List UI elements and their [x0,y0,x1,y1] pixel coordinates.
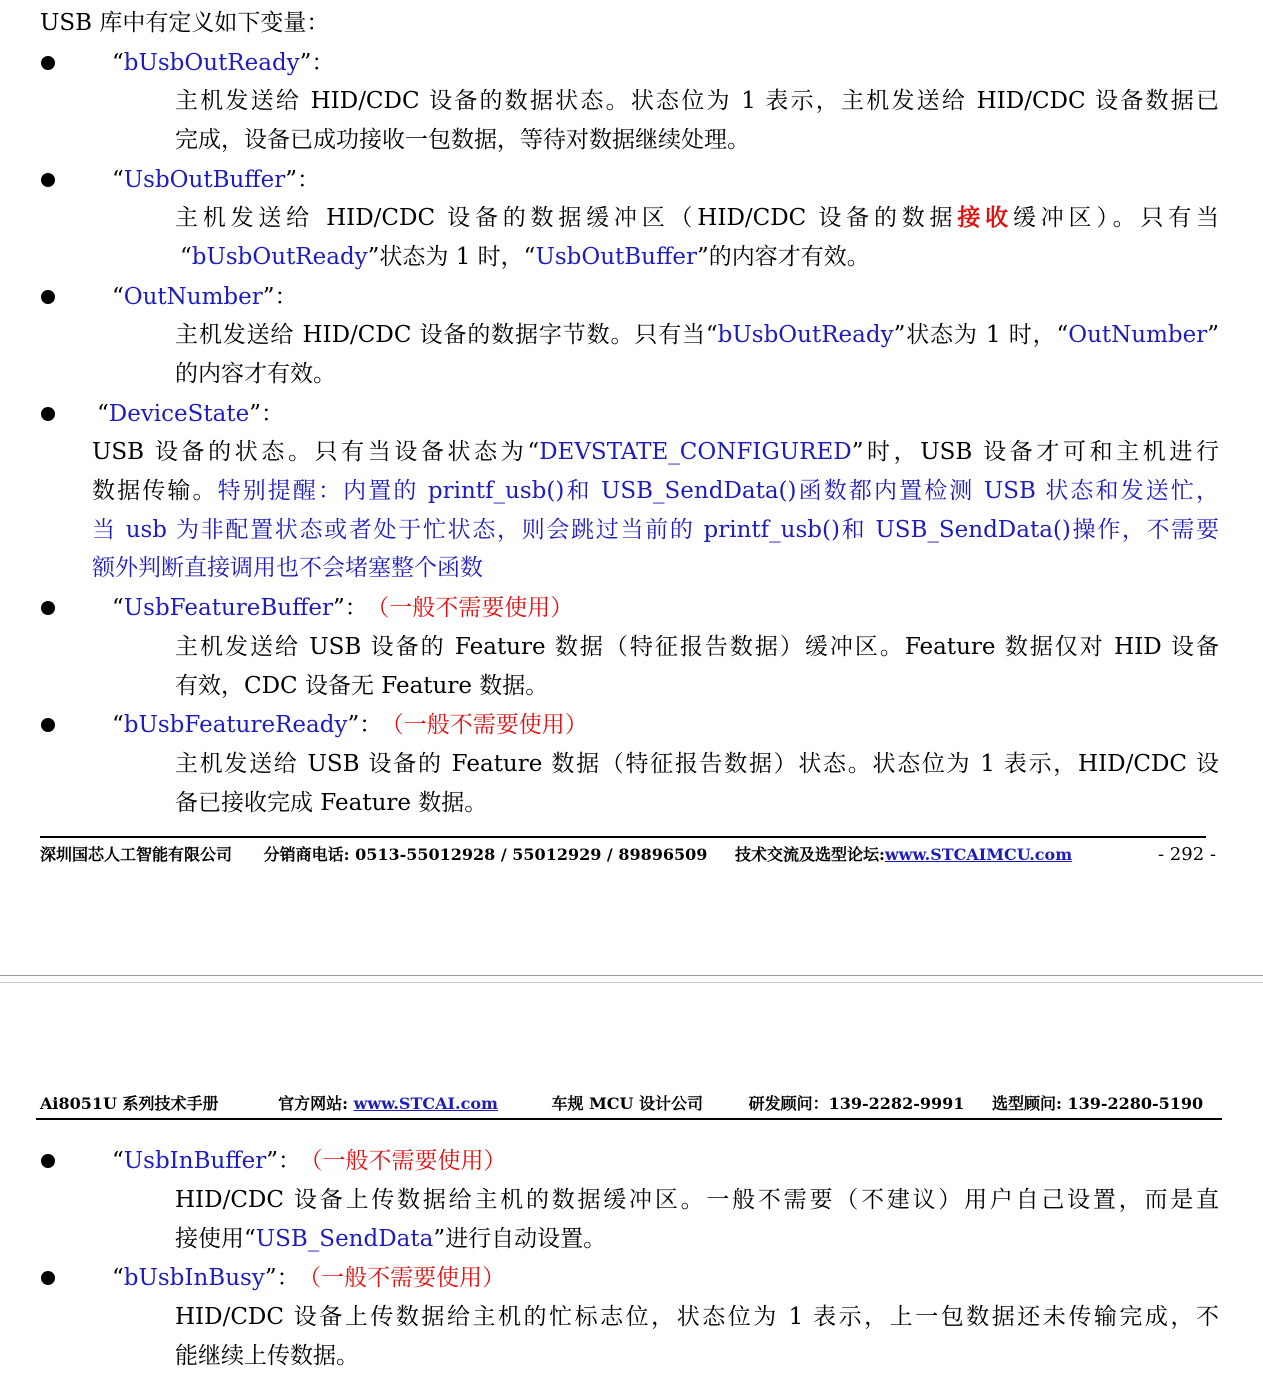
var-desc-line: 数据传输。特别提醒：内置的 printf_usb()和 USB_SendData()函数都内置检测 USB 状态和发送忙， [92,478,1220,504]
intro-text: USB 库中有定义如下变量： [40,10,330,36]
var-desc-line: 主机发送给 HID/CDC 设备的数据状态。状态位为 1 表示，主机发送给 HID/CDC 设备数据已 [175,88,1219,114]
var-desc-line: 主机发送给 HID/CDC 设备的数据缓冲区（HID/CDC 设备的数据接收缓冲区）。只有当 [175,204,1220,231]
header-rule [36,1118,1222,1120]
bullet-icon [41,718,55,732]
header-tagline: 车规 MCU 设计公司 [551,1094,704,1113]
var-name: UsbInBuffer [123,1148,267,1174]
var-name: UsbFeatureBuffer [123,595,334,621]
var-name: bUsbFeatureReady [123,712,348,738]
bullet-icon [41,601,55,615]
bullet-icon [41,56,55,70]
footer-forum-label: 技术交流及选型论坛: [734,845,885,864]
var-desc-line: 完成，设备已成功接收一包数据，等待对数据继续处理。 [175,127,750,153]
var-heading-bUsbFeatureReady: “bUsbFeatureReady”： （一般不需要使用） [112,712,588,738]
header-selection-contact: 选型顾问: 139-2280-5190 [991,1094,1204,1113]
var-desc-line: 的内容才有效。 [175,361,336,387]
var-heading-UsbInBuffer: “UsbInBuffer”： （一般不需要使用） [112,1148,507,1174]
footer-phone: 分销商电话: 0513-55012928 / 55012929 / 89896509 [263,845,708,864]
var-desc-line: 有效，CDC 设备无 Feature 数据。 [175,673,549,699]
footer-rule [40,836,1206,838]
var-name: OutNumber [123,284,263,310]
var-name: bUsbOutReady [123,50,300,76]
var-heading-bUsbOutReady: “bUsbOutReady”： [112,50,335,76]
var-desc-line: HID/CDC 设备上传数据给主机的忙标志位，状态位为 1 表示，上一包数据还未传输完成，不 [175,1304,1219,1330]
var-name: DeviceState [108,401,250,427]
bullet-icon [41,1154,55,1168]
var-desc-line: 当 usb 为非配置状态或者处于忙状态，则会跳过当前的 printf_usb()和 USB_SendData()操作，不需要 [92,517,1219,543]
var-name: UsbOutBuffer [123,167,286,193]
emphasis-receive: 接收 [957,204,1013,231]
page-footer [40,845,1072,865]
bullet-icon [41,290,55,304]
var-desc-line: 主机发送给 HID/CDC 设备的数据字节数。只有当“bUsbOutReady”状态为 1 时，“OutNumber” [175,322,1219,348]
footer-company: 深圳国芯人工智能有限公司 [40,845,233,864]
var-heading-UsbFeatureBuffer: “UsbFeatureBuffer”： （一般不需要使用） [112,595,574,621]
bullet-icon [41,173,55,187]
special-note: 特别提醒：内置的 printf_usb()和 USB_SendData()函数都内置检测 USB 状态和发送忙， [217,478,1220,504]
var-desc-line: USB 设备的状态。只有当设备状态为“DEVSTATE_CONFIGURED”时，USB 设备才可和主机进行 [92,439,1219,465]
var-heading-DeviceState: “DeviceState”： [97,401,284,427]
page-separator [0,975,1263,976]
var-desc-line: HID/CDC 设备上传数据给主机的数据缓冲区。一般不需要（不建议）用户自己设置，而是直 [175,1187,1219,1213]
var-desc-line: 能继续上传数据。 [175,1343,359,1369]
usage-note: （一般不需要使用） [392,712,588,738]
bullet-icon [41,407,55,421]
header-site-link[interactable]: www.STCAI.com [353,1094,498,1113]
var-desc-line: 额外判断直接调用也不会堵塞整个函数 [92,555,483,581]
var-desc-line: 接使用“USB_SendData”进行自动设置。 [175,1226,607,1252]
page-separator [0,982,1263,983]
var-heading-UsbOutBuffer: “UsbOutBuffer”： [112,167,321,193]
header-manual: Ai8051U 系列技术手册 [40,1094,219,1113]
var-desc-line: “bUsbOutReady”状态为 1 时，“UsbOutBuffer”的内容才有效。 [180,244,870,270]
usage-note: （一般不需要使用） [377,595,574,621]
var-desc-line: 主机发送给 USB 设备的 Feature 数据（特征报告数据）状态。状态位为 1 表示，HID/CDC 设 [175,751,1219,777]
usage-note: （一般不需要使用） [309,1265,506,1291]
var-heading-OutNumber: “OutNumber”： [112,284,298,310]
page-number: - 292 - [1158,844,1216,865]
footer-forum-link[interactable]: www.STCAIMCU.com [884,845,1073,864]
page-header [40,1094,1203,1114]
usage-note: （一般不需要使用） [311,1148,507,1174]
var-heading-bUsbInBusy: “bUsbInBusy”： （一般不需要使用） [112,1265,506,1291]
header-site-label: 官方网站: [278,1094,354,1113]
bullet-icon [41,1271,55,1285]
var-name: bUsbInBusy [123,1265,265,1291]
var-desc-line: 备已接收完成 Feature 数据。 [175,790,488,816]
var-desc-line: 主机发送给 USB 设备的 Feature 数据（特征报告数据）缓冲区。Feature 数据仅对 HID 设备 [175,634,1219,660]
header-rd-contact: 研发顾问：139-2282-9991 [748,1094,965,1113]
